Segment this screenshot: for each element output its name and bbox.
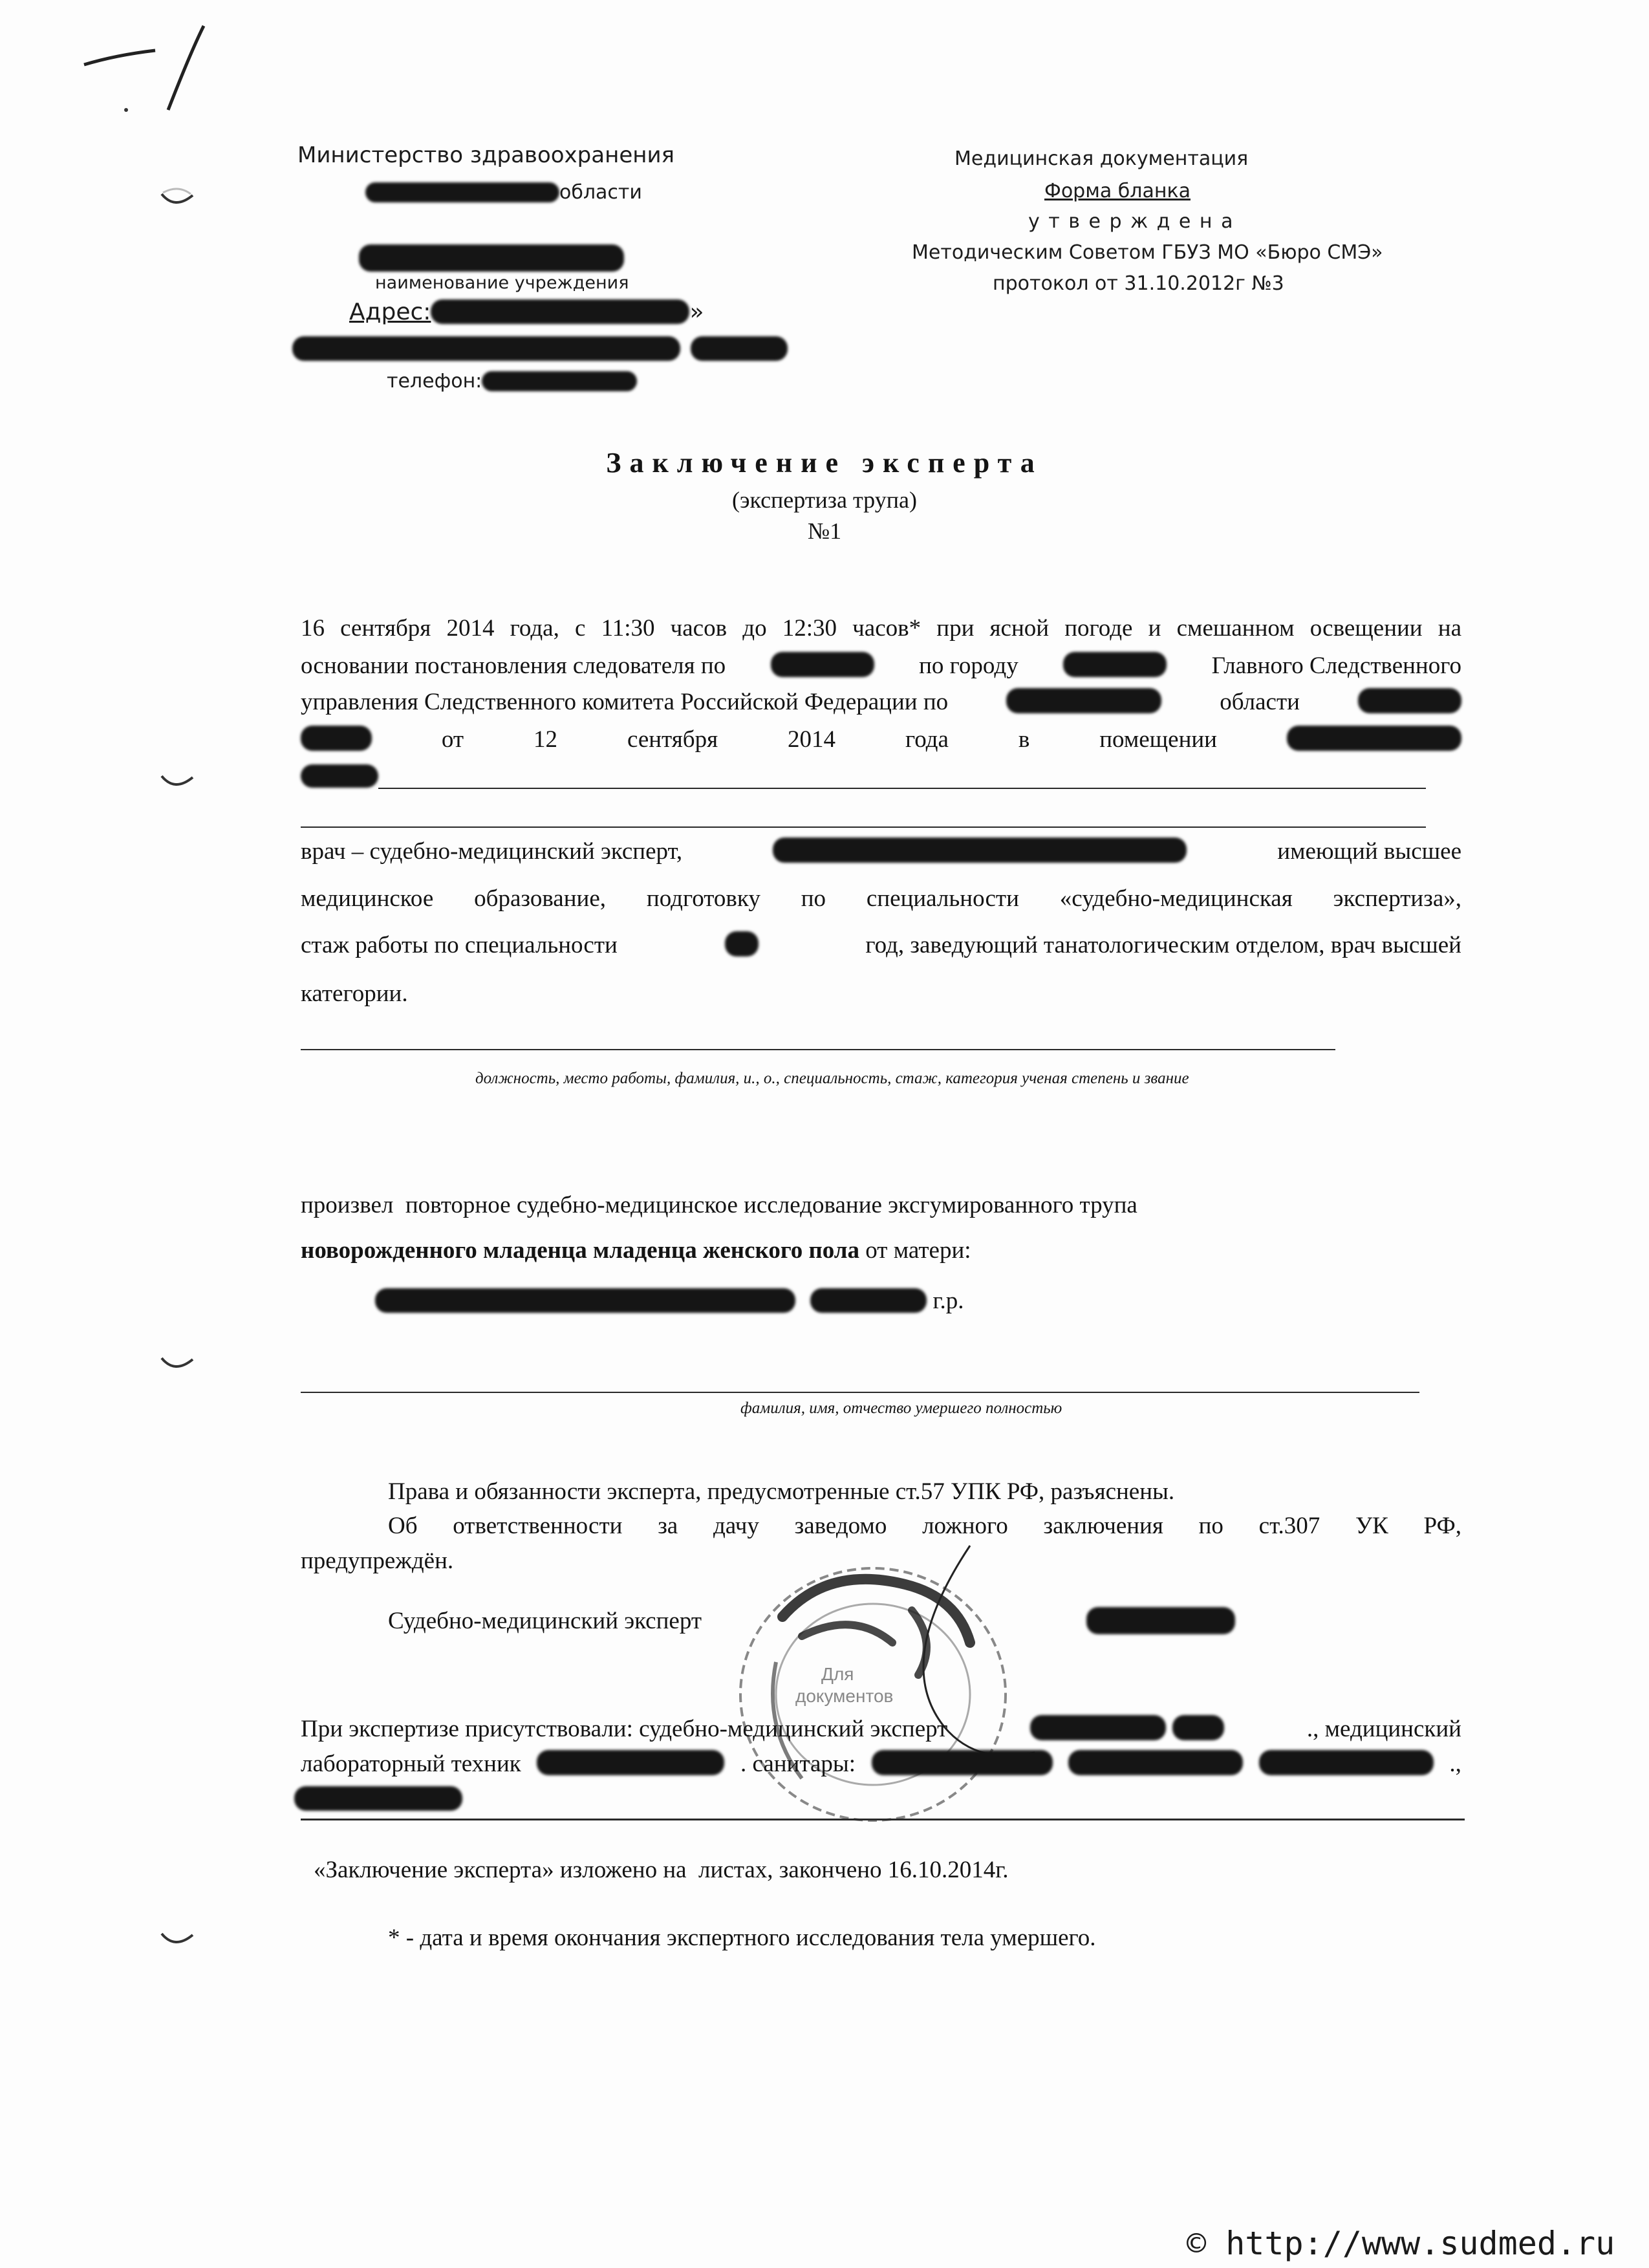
text: 12	[534, 726, 558, 753]
deceased-description: новорожденного младенца младенца женского пола	[301, 1237, 860, 1264]
intro-line-5-redacted	[301, 764, 378, 789]
study-line-1: произвел повторное судебно-медицинское исследование эксгумированного трупа	[301, 1192, 1137, 1218]
redaction	[810, 1288, 927, 1313]
document-subtitle: (экспертиза трупа)	[732, 487, 917, 513]
ministry-title: Министерство здравоохранения	[297, 142, 675, 168]
address-line-2-redacted	[292, 336, 788, 362]
redaction	[1063, 652, 1167, 677]
redaction	[431, 299, 689, 324]
address-suffix: »	[689, 299, 704, 325]
text: лабораторный техник	[301, 1751, 521, 1777]
redaction	[691, 336, 788, 361]
document-number: №1	[807, 518, 842, 544]
expert-line-1	[301, 837, 1461, 865]
text: от матери:	[859, 1237, 971, 1264]
region-suffix: области	[559, 181, 642, 204]
region-line	[365, 181, 642, 204]
form-label: Форма бланка	[1044, 180, 1191, 202]
redaction	[1172, 1715, 1224, 1740]
text: помещении	[1099, 726, 1217, 753]
study-caption: фамилия, имя, отчество умершего полностью	[740, 1399, 1062, 1417]
present-line-1	[301, 1715, 1461, 1743]
present-line-2	[301, 1750, 1461, 1778]
redaction	[294, 1786, 462, 1811]
text: сентября	[627, 726, 718, 753]
expert-line-2: медицинское образование, подготовку по специальности «судебно-медицинская экспертиза»,	[301, 885, 1461, 912]
council-label: Методическим Советом ГБУЗ МО «Бюро СМЭ»	[912, 241, 1383, 264]
rights-line-1: Права и обязанности эксперта, предусмотренные ст.57 УПК РФ, разъяснены.	[388, 1478, 1175, 1505]
text: имеющий высшее	[1277, 838, 1461, 865]
redaction	[1287, 726, 1461, 751]
present-line-3-redacted	[294, 1786, 462, 1812]
text: 2014	[788, 726, 836, 753]
punch-hole-icon	[155, 1345, 200, 1384]
redaction	[1086, 1607, 1235, 1634]
rights-line-2: Об ответственности за дачу заведомо ложного заключения по ст.307 УК РФ,	[388, 1513, 1461, 1539]
rights-line-3: предупреждён.	[301, 1548, 454, 1574]
redaction	[773, 837, 1187, 863]
redaction	[872, 1750, 1053, 1775]
fill-line	[301, 1392, 1419, 1393]
institution-caption: наименование учреждения	[375, 273, 629, 293]
text: области	[1220, 689, 1300, 715]
expert-line-3	[301, 931, 1461, 959]
intro-line-1: 16 сентября 2014 года, с 11:30 часов до 12:30 часов* при ясной погоде и смешанном освещении на	[301, 615, 1461, 642]
footer-line-2: * - дата и время окончания экспертного исследования тела умершего.	[388, 1925, 1096, 1951]
footer-line-1: «Заключение эксперта» изложено на листах, закончено 16.10.2014г.	[314, 1857, 1009, 1883]
text: год, заведующий танатологическим отделом, врач высшей	[865, 932, 1461, 958]
text: по городу	[919, 653, 1018, 679]
redaction	[537, 1750, 724, 1775]
text: врач – судебно-медицинский эксперт,	[301, 838, 683, 865]
redaction	[365, 182, 559, 203]
redaction	[725, 931, 759, 956]
text: При экспертизе присутствовали: судебно-медицинский эксперт	[301, 1716, 948, 1742]
expert-line-4: категории.	[301, 980, 408, 1007]
text: от	[441, 726, 464, 753]
address-label: Адрес:	[349, 299, 431, 325]
fill-line	[301, 826, 1426, 828]
phone-label: телефон:	[387, 370, 482, 393]
fill-line	[301, 1049, 1335, 1050]
redaction	[1259, 1750, 1434, 1775]
protocol-label: протокол от 31.10.2012г №3	[993, 272, 1284, 295]
study-line-3	[375, 1287, 964, 1315]
redaction	[771, 652, 874, 677]
redaction	[359, 244, 624, 272]
intro-line-4	[301, 726, 1461, 753]
text: ., медицинский	[1306, 1716, 1461, 1742]
punch-hole-icon	[155, 181, 200, 220]
fill-line	[378, 788, 1426, 789]
signature-label: Судебно-медицинский эксперт	[388, 1608, 702, 1634]
redaction	[1358, 688, 1461, 713]
stamp-text: Для	[821, 1664, 854, 1684]
text: стаж работы по специальности	[301, 932, 618, 958]
institution-name-redacted	[359, 244, 624, 273]
redaction	[1030, 1715, 1166, 1740]
text: . санитары:	[740, 1751, 856, 1777]
signature-name-redacted	[1086, 1607, 1235, 1636]
fill-line	[301, 1819, 1465, 1820]
intro-line-3	[301, 688, 1461, 716]
text: года	[905, 726, 949, 753]
expert-caption: должность, место работы, фамилия, и., о., специальность, стаж, категория ученая степень и звание	[475, 1070, 1189, 1087]
redaction	[1068, 1750, 1243, 1775]
redaction	[301, 764, 378, 788]
punch-hole-icon	[155, 763, 200, 802]
punch-hole-icon	[155, 1921, 200, 1960]
redaction	[292, 336, 680, 361]
text: .,	[1449, 1751, 1461, 1777]
intro-line-2	[301, 652, 1461, 680]
text: Главного Следственного	[1211, 653, 1461, 679]
site-watermark: © http://www.sudmed.ru	[1187, 2225, 1615, 2262]
handwritten-mark-icon	[71, 13, 213, 116]
address-line	[349, 299, 704, 325]
stamp-seal-icon	[698, 1533, 1061, 1856]
med-doc-label: Медицинская документация	[954, 147, 1249, 170]
approved-label: у т в е р ж д е н а	[1028, 210, 1234, 233]
phone-line	[387, 370, 637, 393]
study-line-2	[301, 1237, 971, 1264]
redaction	[375, 1288, 795, 1313]
document-title: Заключение эксперта	[606, 447, 1043, 479]
stamp-text: документов	[795, 1686, 894, 1706]
text: основании постановления следователя по	[301, 653, 726, 679]
redaction	[482, 371, 637, 392]
text: в	[1018, 726, 1030, 753]
text: управления Следственного комитета Российской Федерации по	[301, 689, 949, 715]
redaction	[301, 726, 372, 751]
text: г.р.	[932, 1288, 964, 1314]
redaction	[1006, 688, 1161, 713]
